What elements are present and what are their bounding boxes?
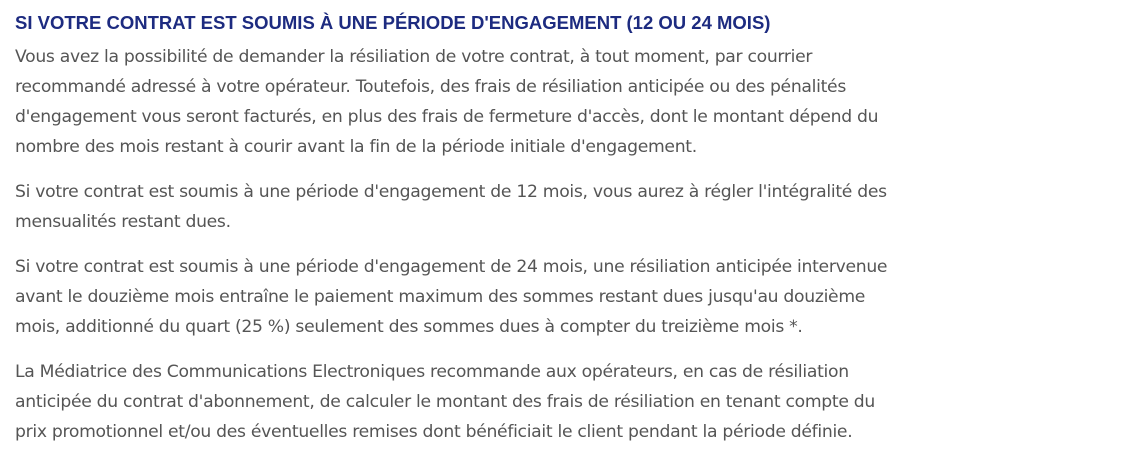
section-heading: SI VOTRE CONTRAT EST SOUMIS À UNE PÉRIODE D'ENGAGEMENT (12 OU 24 MOIS) <box>15 12 771 33</box>
text-line: mensualités restant dues. <box>15 212 231 232</box>
text-line: Si votre contrat est soumis à une période d'engagement de 12 mois, vous aurez à régler l'intégralité des <box>15 182 887 202</box>
text-line: Si votre contrat est soumis à une période d'engagement de 24 mois, une résiliation anticipée intervenue <box>15 257 888 277</box>
article-section <box>15 10 1125 462</box>
text-line: prix promotionnel et/ou des éventuelles remises dont bénéficiait le client pendant la période définie. <box>15 422 853 442</box>
text-line: Vous avez la possibilité de demander la résiliation de votre contrat, à tout moment, par courrier <box>15 47 813 67</box>
text-line: mois, additionné du quart (25 %) seulement des sommes dues à compter du treizième mois *. <box>15 317 803 337</box>
paragraph-mediator-recommendation <box>15 357 1005 447</box>
text-line: anticipée du contrat d'abonnement, de calculer le montant des frais de résiliation en tenant compte du <box>15 392 875 412</box>
text-line: d'engagement vous seront facturés, en plus des frais de fermeture d'accès, dont le montant dépend du <box>15 107 879 127</box>
paragraph-12-month-commitment <box>15 177 1005 237</box>
text-line: avant le douzième mois entraîne le paiement maximum des sommes restant dues jusqu'au douzième <box>15 287 866 307</box>
paragraph-24-month-commitment <box>15 252 1005 342</box>
text-line: recommandé adressé à votre opérateur. Toutefois, des frais de résiliation anticipée ou des pénalités <box>15 77 846 97</box>
paragraph-resiliation-possibility <box>15 42 1005 162</box>
text-line: nombre des mois restant à courir avant la fin de la période initiale d'engagement. <box>15 137 697 157</box>
text-line: La Médiatrice des Communications Electroniques recommande aux opérateurs, en cas de résiliation <box>15 362 849 382</box>
